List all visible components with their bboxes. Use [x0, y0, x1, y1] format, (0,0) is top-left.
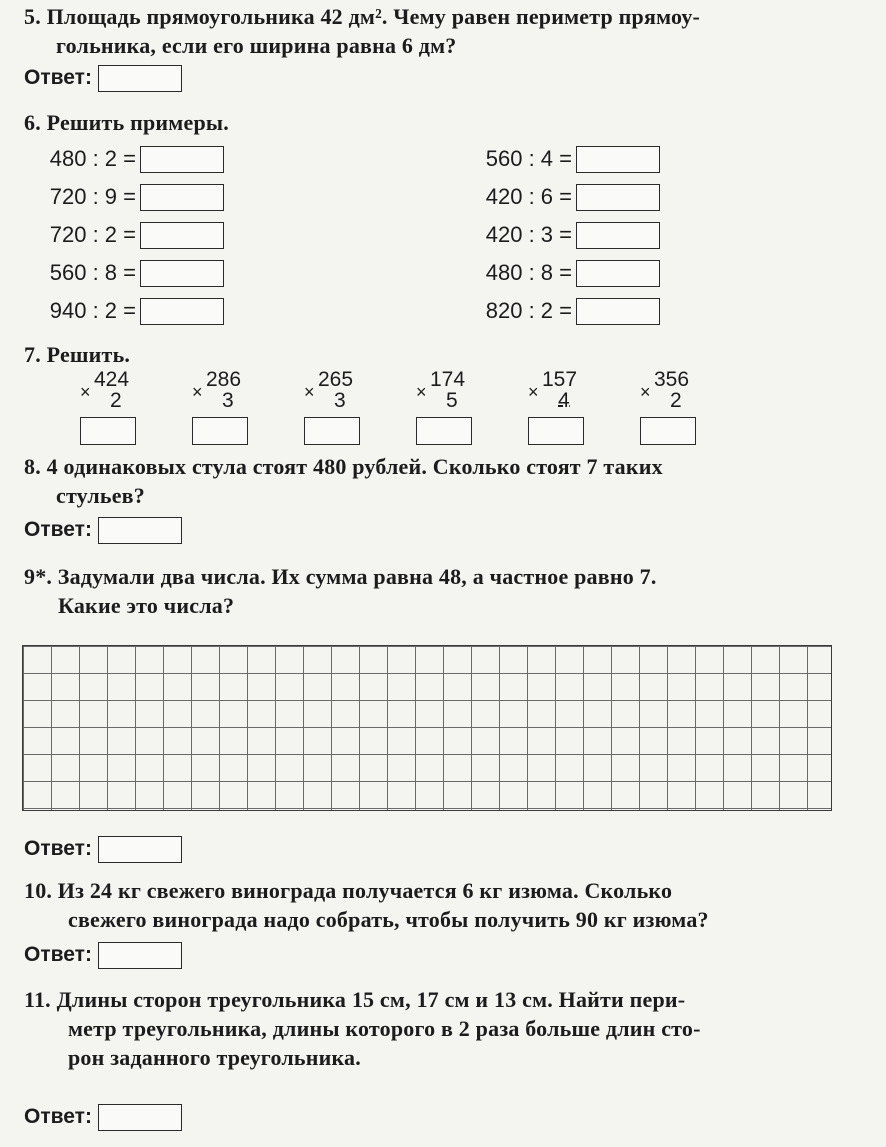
answer-label: Ответ: [24, 66, 92, 89]
task-8-line-2: стульев? [56, 483, 145, 508]
answer-label: Ответ: [24, 943, 92, 966]
task-6-title-text: 6. Решить примеры. [24, 110, 229, 135]
example-answer-box[interactable] [576, 260, 660, 287]
multiply-sign: × [192, 382, 203, 402]
product-answer-box[interactable] [640, 417, 696, 445]
task-5 [24, 2, 842, 60]
answer-box-10[interactable] [98, 942, 182, 969]
example-expression: 480 : 8 = [485, 260, 572, 285]
multiplier: 3 [334, 389, 346, 412]
example-answer-box[interactable] [576, 146, 660, 173]
answer-box-9[interactable] [98, 836, 182, 863]
example-expression: 720 : 2 = [49, 222, 136, 247]
task-7-title [24, 340, 842, 369]
example-expression: 560 : 4 = [485, 146, 572, 171]
task-9 [24, 562, 842, 620]
answer-box-5[interactable] [98, 65, 182, 92]
multiply-sign: × [416, 382, 427, 402]
answer-box-11[interactable] [98, 1104, 182, 1131]
task-11-line-3: рон заданного треугольника. [68, 1045, 361, 1070]
example-right-3 [464, 220, 660, 250]
column-multiplication-4 [416, 368, 496, 448]
column-multiplication-1 [80, 368, 160, 448]
task-5-line-2: гольника, если его ширина равна 6 дм? [56, 33, 457, 58]
task-6-title [24, 108, 842, 137]
multiplicand: 157 [542, 368, 578, 391]
answer-label: Ответ: [24, 1105, 92, 1128]
example-expression: 720 : 9 = [49, 184, 136, 209]
answer-row-8 [24, 515, 182, 545]
multiplicand: 286 [206, 368, 242, 391]
graph-paper-grid[interactable] [22, 645, 832, 811]
task-8-line-1: 8. 4 одинаковых стула стоят 480 рублей. Сколько стоят 7 таких [24, 454, 663, 479]
task-11-line-1: 11. Длины сторон треугольника 15 см, 17 см и 13 см. Найти пери- [24, 987, 686, 1012]
product-answer-box[interactable] [528, 417, 584, 445]
column-multiplication-3 [304, 368, 384, 448]
example-right-1 [464, 144, 660, 174]
task-9-line-1: 9*. Задумали два числа. Их сумма равна 48, а частное равно 7. [24, 564, 657, 589]
task-9-line-2: Какие это числа? [58, 593, 235, 618]
answer-row-9 [24, 834, 182, 864]
multiplicand: 174 [430, 368, 466, 391]
multiplier: 5 [446, 389, 458, 412]
task-7-title-text: 7. Решить. [24, 342, 131, 367]
product-answer-box[interactable] [304, 417, 360, 445]
example-answer-box[interactable] [140, 260, 224, 287]
multiplicand: 356 [654, 368, 690, 391]
example-answer-box[interactable] [576, 222, 660, 249]
product-answer-box[interactable] [80, 417, 136, 445]
task-10 [24, 876, 842, 934]
multiplier: 2 [670, 389, 682, 412]
example-left-1 [28, 144, 224, 174]
example-answer-box[interactable] [140, 222, 224, 249]
multiplicand: 265 [318, 368, 354, 391]
multiplicand: 424 [94, 368, 130, 391]
example-expression: 480 : 2 = [49, 146, 136, 171]
answer-label: Ответ: [24, 518, 92, 541]
product-answer-box[interactable] [416, 417, 472, 445]
task-11 [24, 985, 842, 1072]
multiply-sign: × [304, 382, 315, 402]
column-multiplication-5 [528, 368, 608, 448]
multiplier: 3 [222, 389, 234, 412]
example-answer-box[interactable] [140, 184, 224, 211]
example-left-2 [28, 182, 224, 212]
answer-row-11 [24, 1102, 182, 1132]
task-5-line-1: 5. Площадь прямоугольника 42 дм². Чему равен периметр прямоу- [24, 4, 701, 29]
task-8 [24, 452, 842, 510]
example-expression: 560 : 8 = [49, 260, 136, 285]
task-10-line-2: свежего винограда надо собрать, чтобы получить 90 кг изюма? [68, 907, 709, 932]
answer-row-5 [24, 63, 182, 93]
example-left-5 [28, 296, 224, 326]
example-answer-box[interactable] [140, 298, 224, 325]
multiply-sign: × [528, 382, 539, 402]
example-left-4 [28, 258, 224, 288]
task-10-line-1: 10. Из 24 кг свежего винограда получается 6 кг изюма. Сколько [24, 878, 673, 903]
example-left-3 [28, 220, 224, 250]
multiplier: 2 [110, 389, 122, 412]
example-right-4 [464, 258, 660, 288]
example-answer-box[interactable] [140, 146, 224, 173]
example-expression: 420 : 3 = [485, 222, 572, 247]
product-answer-box[interactable] [192, 417, 248, 445]
example-answer-box[interactable] [576, 184, 660, 211]
example-right-5 [464, 296, 660, 326]
column-multiplication-2 [192, 368, 272, 448]
column-multiplication-6 [640, 368, 720, 448]
answer-label: Ответ: [24, 837, 92, 860]
multiply-sign: × [640, 382, 651, 402]
example-answer-box[interactable] [576, 298, 660, 325]
example-right-2 [464, 182, 660, 212]
multiplier: 4 [558, 389, 570, 412]
task-11-line-2: метр треугольника, длины которого в 2 раза больше длин сто- [68, 1016, 701, 1041]
answer-row-10 [24, 940, 182, 970]
example-expression: 820 : 2 = [485, 298, 572, 323]
answer-box-8[interactable] [98, 517, 182, 544]
multiply-sign: × [80, 382, 91, 402]
example-expression: 420 : 6 = [485, 184, 572, 209]
example-expression: 940 : 2 = [49, 298, 136, 323]
